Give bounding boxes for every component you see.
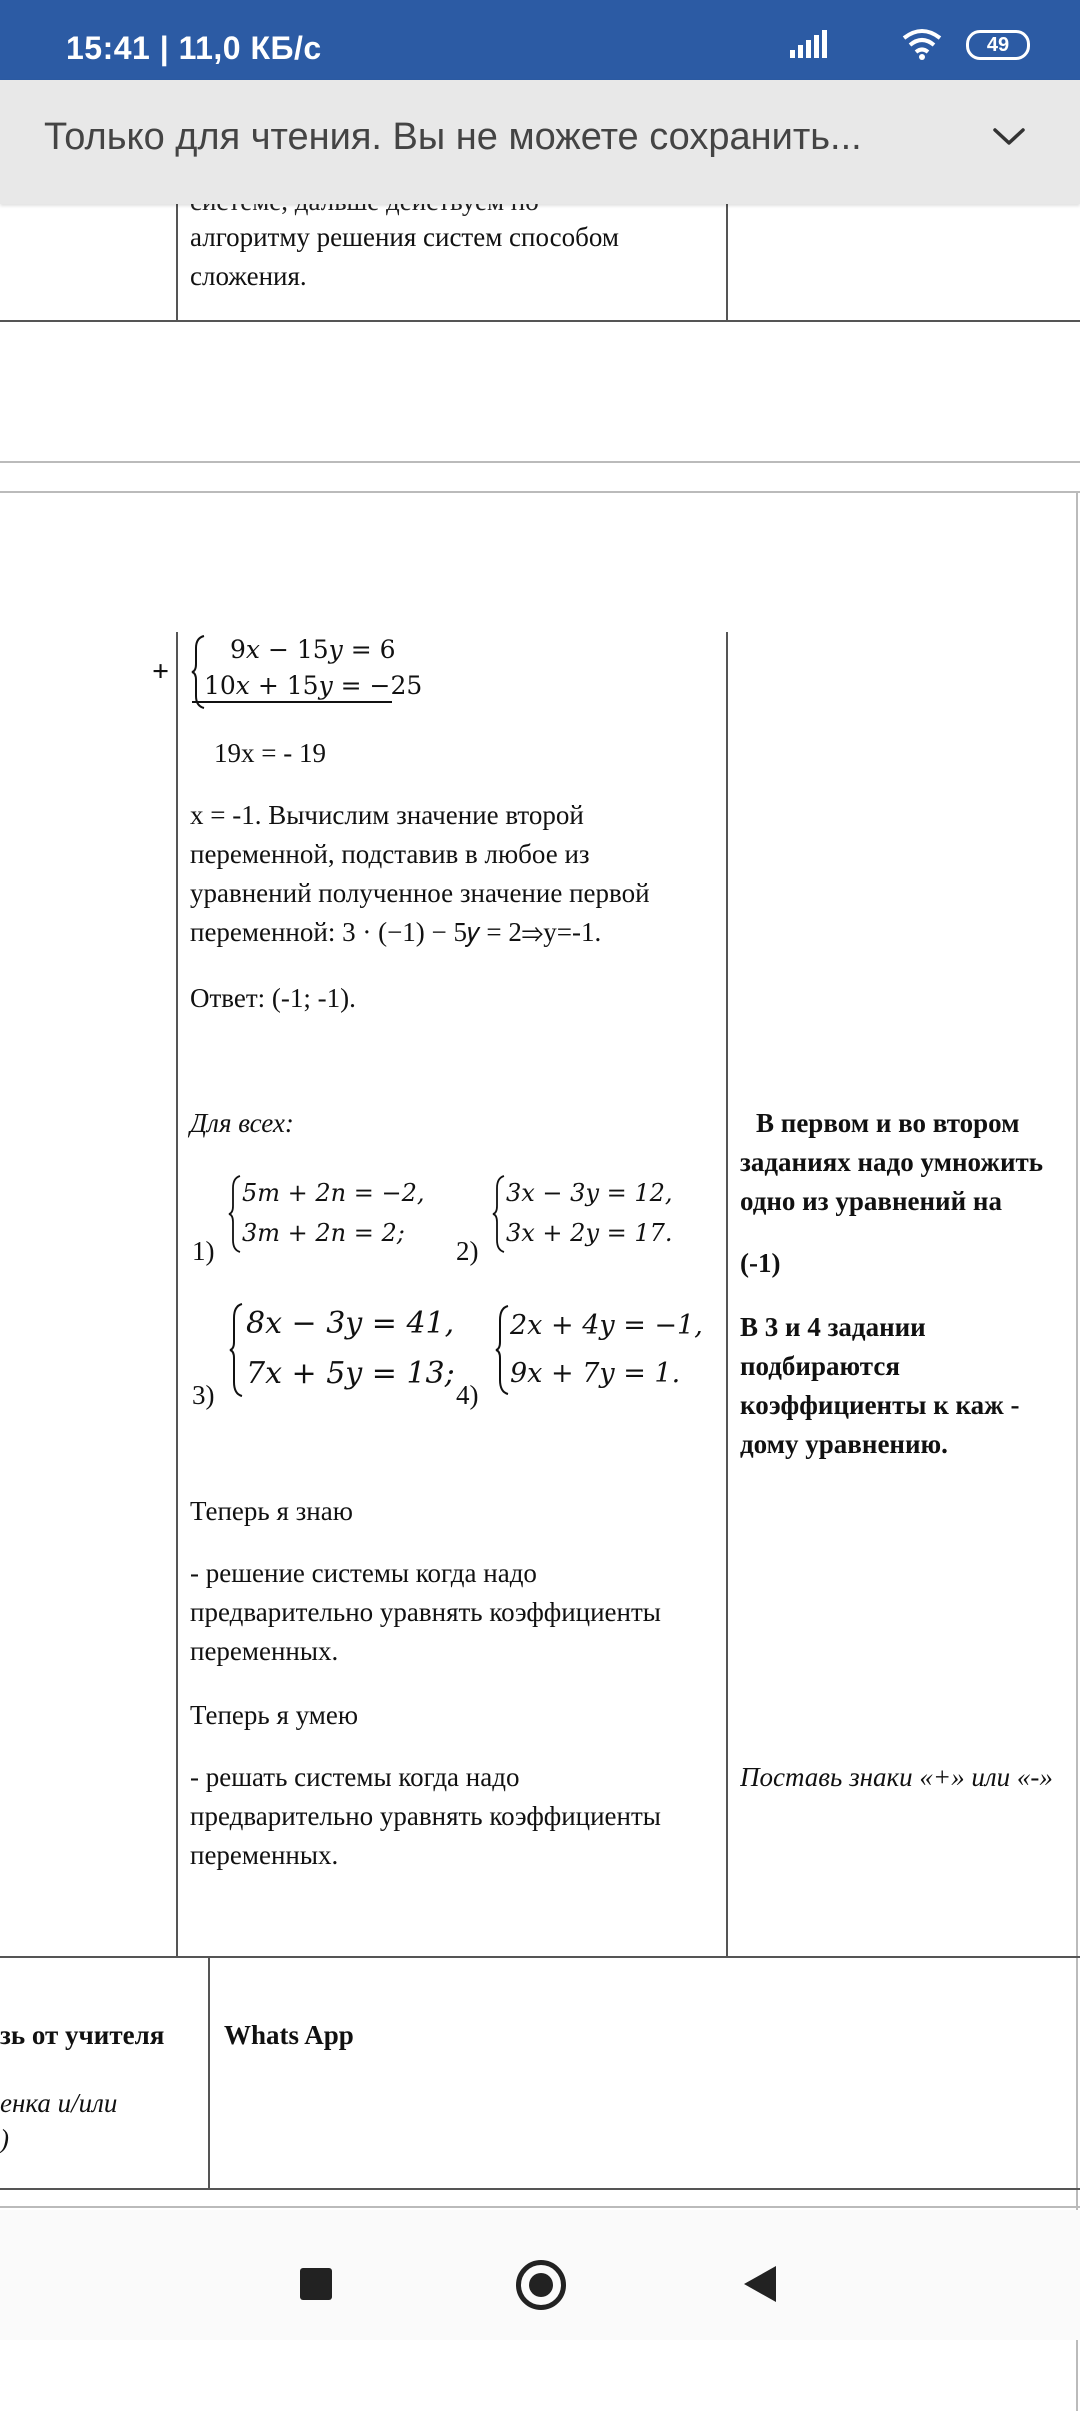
hint-line: В первом и во втором (756, 1108, 1020, 1138)
document-page (0, 204, 1080, 2204)
table-border (0, 1956, 1080, 1958)
task-brace (228, 1174, 242, 1254)
task-eq-a: 5m + 2n = −2, (242, 1179, 425, 1207)
recents-button[interactable] (300, 2268, 332, 2300)
can-line3: переменных. (190, 1840, 339, 1870)
task-number: 2) (456, 1236, 479, 1266)
sum-underline (192, 701, 392, 703)
tasks-heading: Для всех: (190, 1108, 294, 1138)
page-edge (0, 491, 1080, 493)
solution-line1: x = -1. Вычислим значение второй (190, 800, 584, 830)
can-line1: - решать системы когда надо (190, 1762, 520, 1792)
table-border (0, 320, 1080, 322)
hint-line: подбираются (740, 1351, 900, 1381)
footer-left-note: енка и/или (0, 2088, 118, 2118)
solution-line2: переменной, подставив в любое из (190, 839, 590, 869)
know-line1: - решение системы когда надо (190, 1558, 537, 1588)
task-number: 3) (192, 1380, 215, 1410)
task-eq-b: 7x + 5y = 13; (246, 1356, 455, 1391)
task-eq-a: 8x − 3y = 41, (246, 1306, 455, 1341)
can-side-note: Поставь знаки «+» или «-» (740, 1762, 1053, 1792)
system-eq1: 9𝑥 − 15𝑦 = 6 (230, 635, 396, 664)
page-edge (1076, 491, 1078, 2411)
navigation-bar (0, 2210, 1080, 2340)
footer-whatsapp: Whats App (224, 2020, 354, 2050)
signal-icon (790, 30, 830, 60)
can-line2: предварительно уравнять коэффициенты (190, 1801, 661, 1831)
task-eq-b: 3m + 2n = 2; (242, 1219, 405, 1247)
task-eq-b: 3x + 2y = 17. (506, 1219, 673, 1247)
hint-line: В 3 и 4 задании (740, 1312, 926, 1342)
know-title: Теперь я знаю (190, 1496, 353, 1526)
chevron-down-icon[interactable] (992, 126, 1026, 148)
task-eq-b: 9x + 7y = 1. (510, 1358, 681, 1389)
table-divider (176, 204, 178, 320)
page-edge (0, 461, 1080, 463)
table-divider (176, 632, 178, 1956)
task-brace (494, 1304, 510, 1396)
home-button[interactable] (516, 2260, 566, 2310)
section1-line2: алгоритму решения систем способом (190, 222, 619, 252)
table-divider (726, 204, 728, 320)
readonly-banner[interactable] (0, 80, 1080, 204)
readonly-text: Только для чтения. Вы не можете сохранить... (44, 116, 862, 158)
task-number: 4) (456, 1380, 479, 1410)
sum-result: 19x = - 19 (214, 738, 326, 768)
system-eq2: 10𝑥 + 15𝑦 = −25 (204, 671, 423, 700)
footer-left-note: ) (0, 2124, 9, 2154)
table-divider (208, 1958, 210, 2188)
know-line2: предварительно уравнять коэффициенты (190, 1597, 661, 1627)
task-eq-a: 3x − 3y = 12, (506, 1179, 673, 1207)
task-eq-a: 2x + 4y = −1, (510, 1310, 703, 1341)
hint-line: (-1) (740, 1248, 781, 1278)
answer: Ответ: (-1; -1). (190, 983, 356, 1013)
task-brace (228, 1302, 244, 1398)
plus-sign: + (152, 655, 170, 688)
hint-line: коэффициенты к каж - (740, 1390, 1020, 1420)
status-icons (770, 28, 1030, 64)
task-number: 1) (192, 1236, 215, 1266)
status-bar (0, 0, 1080, 80)
hint-line: одно из уравнений на (740, 1186, 1002, 1216)
solution-line3: уравнений полученное значение первой (190, 878, 650, 908)
can-title: Теперь я умею (190, 1700, 358, 1730)
wifi-icon (902, 28, 942, 60)
hint-line: заданиях надо умножить (740, 1147, 1044, 1177)
table-divider (726, 632, 728, 1956)
battery-icon: 49 (966, 30, 1030, 60)
status-time: 15:41 | 11,0 КБ/с (66, 30, 322, 66)
page-edge (0, 2206, 1080, 2208)
know-line3: переменных. (190, 1636, 339, 1666)
section1-line3: сложения. (190, 261, 307, 291)
table-border (0, 2188, 1080, 2190)
solution-line4: переменной: 3 · (−1) − 5𝑦 = 2⇒y=-1. (190, 917, 602, 947)
hint-line: дому уравнению. (740, 1429, 948, 1459)
back-button[interactable] (742, 2264, 778, 2304)
footer-left-heading: зь от учителя (0, 2020, 165, 2050)
task-brace (492, 1174, 506, 1254)
